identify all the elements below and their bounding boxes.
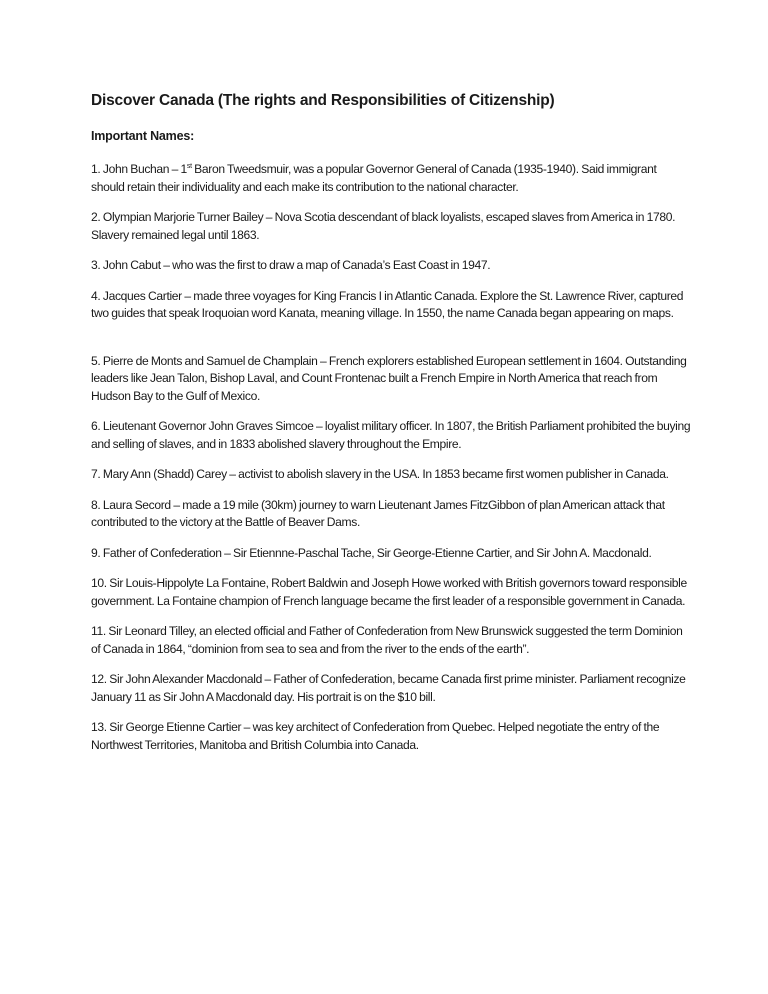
name-entry-3: 3. John Cabut – who was the first to draw a map of Canada’s East Coast in 1947. <box>91 258 491 272</box>
name-entry-2: 2. Olympian Marjorie Turner Bailey – Nova Scotia descendant of black loyalists, escaped slaves from America in 1780. Slavery remained legal until 1863. <box>91 210 676 242</box>
name-entry-11: 11. Sir Leonard Tilley, an elected official and Father of Confederation from New Brunswick suggested the term Dominion of Canada in 1864, “dominion from sea to sea and from the river to the ends of the earth”. <box>91 624 683 656</box>
entry-text: 1. John Buchan – 1 <box>91 162 187 176</box>
name-entry-1 <box>91 161 691 196</box>
name-entry-8: 8. Laura Secord – made a 19 mile (30km) journey to warn Lieutenant James FitzGibbon of plan American attack that contributed to the victory at the Battle of Beaver Dams. <box>91 497 665 529</box>
name-entry-12: 12. Sir John Alexander Macdonald – Father of Confederation, became Canada first prime minister. Parliament recognize January 11 as Sir John A Macdonald day. His portrait is on the $10 bill. <box>91 672 686 704</box>
ordinal-superscript: st <box>186 162 192 170</box>
name-entry-7: 7. Mary Ann (Shadd) Carey – activist to abolish slavery in the USA. In 1853 became first women publisher in Canada. <box>91 467 669 481</box>
document-page <box>91 91 691 767</box>
name-entry-9: 9. Father of Confederation – Sir Etiennne-Paschal Tache, Sir George-Etienne Cartier, and Sir John A. Macdonald. <box>91 545 652 560</box>
document-title: Discover Canada (The rights and Responsibilities of Citizenship) <box>91 92 555 109</box>
name-entry-6: 6. Lieutenant Governor John Graves Simcoe – loyalist military officer. In 1807, the British Parliament prohibited the buying and selling of slaves, and in 1833 abolished slavery throughout the Empire. <box>91 419 691 451</box>
name-entry-10: 10. Sir Louis-Hippolyte La Fontaine, Robert Baldwin and Joseph Howe worked with British governors toward responsible government. La Fontaine champion of French language became the first leader of a responsible government in Canada. <box>91 576 687 608</box>
name-entry-13: 13. Sir George Etienne Cartier – was key architect of Confederation from Quebec. Helped negotiate the entry of the Northwest Territories, Manitoba and British Columbia into Canada. <box>91 720 660 752</box>
name-entry-5: 5. Pierre de Monts and Samuel de Champlain – French explorers established European settlement in 1604. Outstanding leaders like Jean Talon, Bishop Laval, and Count Frontenac built a French Empire in North America that reach from Hudson Bay to the Gulf of Mexico. <box>91 353 687 403</box>
section-heading: Important Names: <box>91 129 195 143</box>
name-entry-4: 4. Jacques Cartier – made three voyages for King Francis I in Atlantic Canada. Explore the St. Lawrence River, captured two guides that speak Iroquoian word Kanata, meaning village. In 1550, the name Canada began appearing on maps. <box>91 288 684 320</box>
entry-text: Baron Tweedsmuir, was a popular Governor General of Canada (1935-1940). Said immigrant should retain their individuality and each make its contribution to the national character. <box>91 162 657 194</box>
